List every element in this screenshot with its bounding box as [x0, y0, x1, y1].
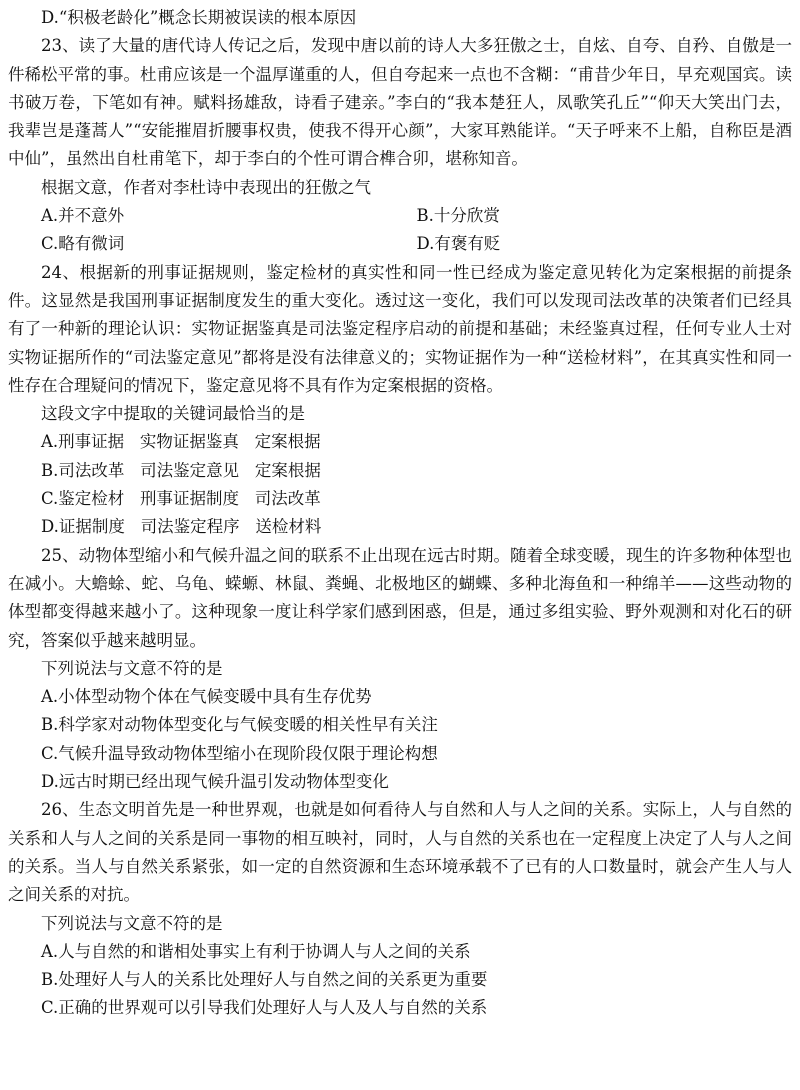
q25-option-b[interactable]: B.科学家对动物体型变化与气候变暖的相关性早有关注	[41, 715, 438, 735]
q23-passage: 23、读了大量的唐代诗人传记之后，发现中唐以前的诗人大多狂傲之士，自炫、自夸、自矜、自傲是一件稀松平常的事。杜甫应该是一个温厚谨重的人，但自夸起来一点也不含糊：“甫昔少年日，早充观国宾。读书破万卷，下笔如有神。赋料扬雄敌，诗看子建亲。”李白的“我本楚狂人，凤歌笑孔丘”“仰天大笑出门去，我辈岂是蓬蒿人”“安能摧眉折腰事权贵，使我不得开心颜”，大家耳熟能详。“天子呼来不上船，自称臣是酒中仙”，虽然出自杜甫笔下，却于李白的个性可谓合榫合卯，堪称知音。	[8, 36, 792, 169]
q22-option-d: D.“积极老龄化”概念长期被误读的根本原因	[41, 8, 357, 27]
q26-passage: 26、生态文明首先是一种世界观，也就是如何看待人与自然和人与人之间的关系。实际上，人与自然的关系和人与人之间的关系是同一事物的相互映衬，同时，人与自然的关系也在一定程度上决定了人与人之间的关系。当人与自然关系紧张，如一定的自然资源和生态环境承载不了已有的人口数量时，就会产生人与人之间关系的对抗。	[8, 800, 792, 905]
q23-question: 根据文意，作者对李杜诗中表现出的狂傲之气	[41, 177, 371, 197]
question-26	[8, 796, 792, 1022]
q26-question: 下列说法与文意不符的是	[41, 913, 223, 933]
q24-option-a[interactable]: A.刑事证据 实物证据鉴真 定案根据	[41, 432, 321, 452]
q26-option-c[interactable]: C.正确的世界观可以引导我们处理好人与人及人与自然的关系	[41, 998, 488, 1018]
q23-options-row-2	[8, 230, 792, 258]
q23-option-d[interactable]: D.有褒有贬	[416, 234, 501, 254]
question-23	[8, 32, 792, 258]
q24-question: 这段文字中提取的关键词最恰当的是	[41, 404, 305, 424]
q23-option-b[interactable]: B.十分欣赏	[416, 206, 500, 226]
q25-question: 下列说法与文意不符的是	[41, 658, 223, 678]
q23-option-c[interactable]: C.略有微词	[41, 234, 125, 254]
q23-options-row-1	[8, 202, 792, 230]
question-24	[8, 259, 792, 542]
q24-option-d[interactable]: D.证据制度 司法鉴定程序 送检材料	[41, 517, 322, 537]
q26-option-a[interactable]: A.人与自然的和谐相处事实上有利于协调人与人之间的关系	[41, 941, 471, 961]
q25-option-c[interactable]: C.气候升温导致动物体型缩小在现阶段仅限于理论构想	[41, 743, 438, 763]
q24-option-b[interactable]: B.司法改革 司法鉴定意见 定案根据	[41, 460, 321, 480]
q25-passage: 25、动物体型缩小和气候升温之间的联系不止出现在远古时期。随着全球变暖，现生的许多物种体型也在减小。大蟾蜍、蛇、乌龟、蝾螈、林鼠、粪蝇、北极地区的蝴蝶、多种北海鱼和一种绵羊——这些动物的体型都变得越来越小了。这种现象一度让科学家们感到困惑，但是，通过多组实验、野外观测和对化石的研究，答案似乎越来越明显。	[8, 545, 792, 650]
q24-passage: 24、根据新的刑事证据规则，鉴定检材的真实性和同一性已经成为鉴定意见转化为定案根据的前提条件。这显然是我国刑事证据制度发生的重大变化。透过这一变化，我们可以发现司法改革的决策者们已经具有了一种新的理论认识：实物证据鉴真是司法鉴定程序启动的前提和基础；未经鉴真过程，任何专业人士对实物证据所作的“司法鉴定意见”都将是没有法律意义的；实物证据作为一种“送检材料”，在其真实性和同一性存在合理疑问的情况下，鉴定意见将不具有作为定案根据的资格。	[8, 262, 792, 395]
q25-option-d[interactable]: D.远古时期已经出现气候升温引发动物体型变化	[41, 772, 389, 792]
question-25	[8, 542, 792, 797]
q24-option-c[interactable]: C.鉴定检材 刑事证据制度 司法改革	[41, 489, 321, 509]
q23-option-a[interactable]: A.并不意外	[41, 206, 125, 226]
q26-option-b[interactable]: B.处理好人与人的关系比处理好人与自然之间的关系更为重要	[41, 970, 488, 990]
q25-option-a[interactable]: A.小体型动物个体在气候变暖中具有生存优势	[41, 687, 372, 707]
